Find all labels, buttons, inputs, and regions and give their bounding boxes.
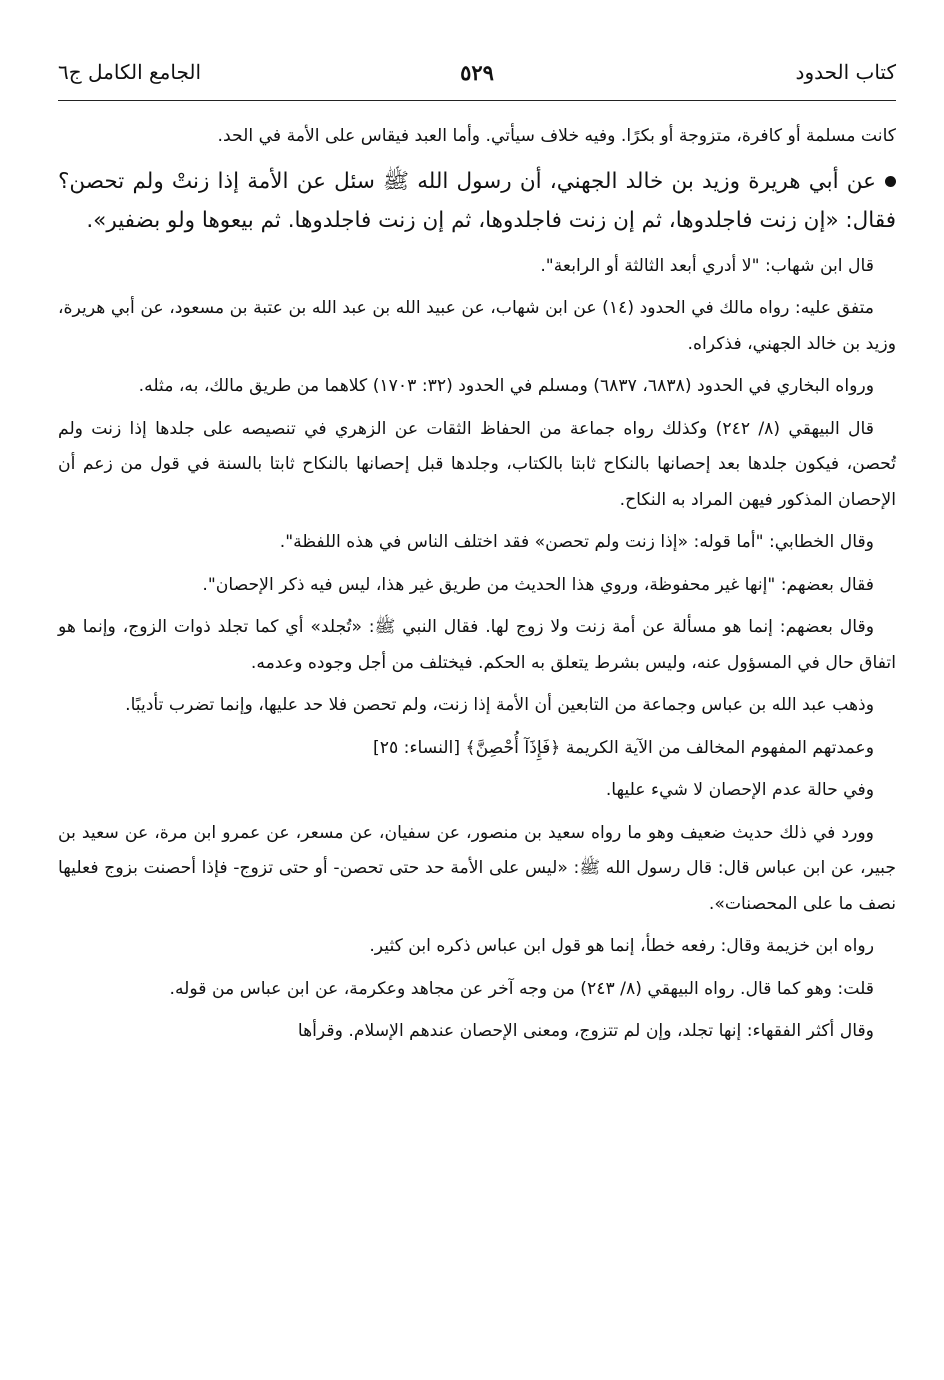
paragraph: ورواه البخاري في الحدود (٦٨٣٨، ٦٨٣٧) ومسلم في الحدود (٣٢: ١٧٠٣) كلاهما من طريق مالك، به، مثله.: [138, 376, 874, 396]
hadith-body: عن أبي هريرة وزيد بن خالد الجهني، أن رسول الله ﷺ سئل عن الأمة إذا زنتْ ولم تحصن؟ فقال: «إن زنت فاجلدوها، ثم إن زنت فاجلدوها، ثم إن زنت فاجلدوها. ثم بيعوها ولو بضفير».: [58, 168, 896, 233]
paragraph: وقال الخطابي: "أما قوله: «إذا زنت ولم تحصن» فقد اختلف الناس في هذه اللفظة".: [279, 532, 874, 552]
paragraph: وفي حالة عدم الإحصان لا شيء عليها.: [605, 780, 874, 800]
paragraph: قلت: وهو كما قال. رواه البيهقي (٨/ ٢٤٣) من وجه آخر عن مجاهد وعكرمة، عن ابن عباس من قوله.: [169, 978, 874, 999]
paragraph: قال البيهقي (٨/ ٢٤٢) وكذلك رواه جماعة من الحفاظ الثقات عن الزهري في تنصيصه على جلدها إذا زنت ولم تُحصن، فيكون جلدها بعد إحصانها بالنكاح ثابتا بالكتاب، وجلدها قبل إحصانها بالنكاح ثابتا بالسنة في قول من زعم أن الإحصان المذكور فيهن المراد به النكاح.: [58, 418, 896, 510]
paragraph: وذهب عبد الله بن عباس وجماعة من التابعين أن الأمة إذا زنت، ولم تحصن فلا حد عليها، وإنما تضرب تأديبًا.: [125, 695, 874, 715]
page-body: [58, 101, 896, 1050]
paragraph: وعمدتهم المفهوم المخالف من الآية الكريمة ﴿فَإِذَآ أُحْصِنَّ﴾ [النساء: ٢٥]: [373, 737, 874, 758]
paragraph: وقال أكثر الفقهاء: إنها تجلد، وإن لم تتزوج، ومعنى الإحصان عندهم الإسلام. وقرأها: [297, 1021, 874, 1041]
paragraph: رواه ابن خزيمة وقال: رفعه خطأ، إنما هو قول ابن عباس ذكره ابن كثير.: [369, 936, 874, 956]
page: [58, 52, 896, 1352]
hadith-text: [58, 162, 896, 240]
paragraph: وورد في ذلك حديث ضعيف وهو ما رواه سعيد بن منصور، عن سفيان، عن مسعر، عن عمرو ابن مرة، عن سعيد بن جبير، عن ابن عباس قال: قال رسول الله ﷺ: «ليس على الأمة حد حتى تحصن- أو حتى تزوج- فإذا أحصنت بزوج فعليها نصف ما على المحصنات».: [58, 822, 896, 914]
running-header: [58, 52, 896, 101]
paragraph: قال ابن شهاب: "لا أدري أبعد الثالثة أو الرابعة".: [540, 255, 874, 276]
paragraph: فقال بعضهم: "إنها غير محفوظة، وروي هذا الحديث من طريق غير هذا، ليس فيه ذكر الإحصان".: [202, 574, 874, 595]
bullet-icon: [885, 176, 896, 187]
chapter-title: كتاب الحدود: [795, 60, 896, 84]
paragraph-intro: كانت مسلمة أو كافرة، متزوجة أو بكرًا. وفيه خلاف سيأتي. وأما العبد فيقاس على الأمة في الحد.: [217, 126, 896, 146]
book-title: الجامع الكامل ج٦: [58, 60, 202, 84]
paragraph: متفق عليه: رواه مالك في الحدود (١٤) عن ابن شهاب، عن عبيد الله بن عبد الله بن عتبة بن مسعود، عن أبي هريرة، وزيد بن خالد الجهني، فذكراه.: [58, 298, 896, 354]
page-number: ٥٢٩: [460, 60, 494, 85]
paragraph: وقال بعضهم: إنما هو مسألة عن أمة زنت ولا زوج لها. فقال النبي ﷺ: «تُجلد» أي كما تجلد ذوات الزوج، وإنما هو اتفاق حال في المسؤول عنه، وليس بشرط يتعلق به الحكم. فيختلف من أجل وجوده وعدمه.: [58, 617, 896, 673]
